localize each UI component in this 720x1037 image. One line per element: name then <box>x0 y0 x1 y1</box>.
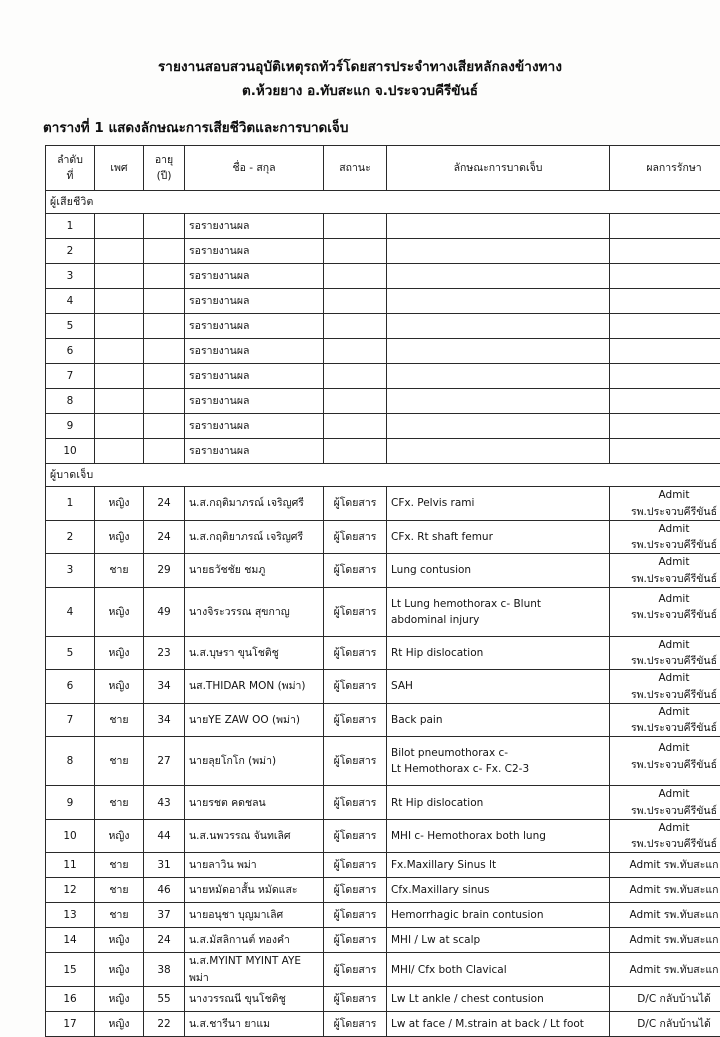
cell-status <box>324 264 387 289</box>
cell-age: 27 <box>144 737 185 786</box>
cell-age: 37 <box>144 903 185 928</box>
cell-name: นายหมัดอาสั้น หมัดแสะ <box>185 878 324 903</box>
cell-no: 17 <box>46 1012 95 1037</box>
cell-name: รอรายงานผล <box>185 364 324 389</box>
cell-name: น.ส.กฤติยาภรณ์ เจริญศรี <box>185 520 324 554</box>
cell-sex <box>95 389 144 414</box>
cell-injury: Lw Lt ankle / chest contusion <box>387 987 610 1012</box>
cell-sex: หญิง <box>95 928 144 953</box>
cell-name: น.ส.บุษรา ขุนโชติชู <box>185 636 324 670</box>
cell-age: 24 <box>144 487 185 521</box>
cell-injury <box>387 587 610 636</box>
cell-age <box>144 339 185 364</box>
cell-name: รอรายงานผล <box>185 389 324 414</box>
cell-sex: ชาย <box>95 703 144 737</box>
cell-name: นางจิระวรรณ สุขกาญ <box>185 587 324 636</box>
cell-status: ผู้โดยสาร <box>324 853 387 878</box>
section-header-label: ผู้บาดเจ็บ <box>46 464 720 487</box>
table-row <box>46 339 720 364</box>
cell-age: 22 <box>144 1012 185 1037</box>
cell-no: 2 <box>46 239 95 264</box>
cell-age <box>144 314 185 339</box>
column-header-sex: เพศ <box>95 146 144 191</box>
cell-sex <box>95 239 144 264</box>
cell-status: ผู้โดยสาร <box>324 587 387 636</box>
column-header-no-line1: ลำดับ <box>57 154 83 166</box>
cell-no: 8 <box>46 389 95 414</box>
cell-sex: หญิง <box>95 953 144 987</box>
cell-injury <box>387 389 610 414</box>
table-header <box>46 146 720 191</box>
cell-age: 55 <box>144 987 185 1012</box>
table-header-row <box>46 146 720 191</box>
cell-no: 5 <box>46 314 95 339</box>
cell-injury: MHI c- Hemothorax both lung <box>387 819 610 853</box>
cell-sex: หญิง <box>95 987 144 1012</box>
table-row <box>46 737 720 786</box>
table-row <box>46 364 720 389</box>
cell-sex <box>95 414 144 439</box>
cell-no: 7 <box>46 703 95 737</box>
table-row <box>46 903 720 928</box>
table-caption: ตารางที่ 1 แสดงลักษณะการเสียชีวิตและการบาดเจ็บ <box>0 102 720 145</box>
cell-injury-line1: Lt Lung hemothorax c- Blunt <box>391 596 605 612</box>
cell-result <box>610 239 720 264</box>
column-header-name: ชื่อ - สกุล <box>185 146 324 191</box>
cell-name: รอรายงานผล <box>185 214 324 239</box>
cell-name: นายลาวิน พม่า <box>185 853 324 878</box>
cell-age: 24 <box>144 520 185 554</box>
cell-injury: MHI / Lw at scalp <box>387 928 610 953</box>
cell-result: Admit รพ.ประจวบคีรีขันธ์ <box>610 487 720 521</box>
cell-injury: CFx. Rt shaft femur <box>387 520 610 554</box>
cell-status: ผู้โดยสาร <box>324 953 387 987</box>
cell-result: Admit รพ.ประจวบคีรีขันธ์ <box>610 703 720 737</box>
cell-result <box>610 439 720 464</box>
cell-age <box>144 414 185 439</box>
cell-name: นส.THIDAR MON (พม่า) <box>185 670 324 704</box>
cell-injury: Rt Hip dislocation <box>387 786 610 820</box>
cell-result: Admit รพ.ทับสะแก <box>610 953 720 987</box>
cell-age: 24 <box>144 928 185 953</box>
cell-result <box>610 214 720 239</box>
table-row <box>46 289 720 314</box>
cell-age: 29 <box>144 554 185 588</box>
cell-sex <box>95 439 144 464</box>
table-row <box>46 587 720 636</box>
cell-injury-lines <box>391 596 605 629</box>
cell-status: ผู้โดยสาร <box>324 878 387 903</box>
column-header-age-line1: อายุ <box>155 154 173 166</box>
cell-status: ผู้โดยสาร <box>324 987 387 1012</box>
cell-injury <box>387 339 610 364</box>
cell-injury <box>387 214 610 239</box>
cell-injury: Lung contusion <box>387 554 610 588</box>
column-header-no <box>46 146 95 191</box>
cell-sex <box>95 339 144 364</box>
cell-no: 6 <box>46 670 95 704</box>
cell-status: ผู้โดยสาร <box>324 1012 387 1037</box>
cell-result: Admit รพ.ประจวบคีรีขันธ์ <box>610 636 720 670</box>
cell-result <box>610 289 720 314</box>
table-row <box>46 703 720 737</box>
column-header-age <box>144 146 185 191</box>
cell-result: Admit รพ.ประจวบคีรีขันธ์ <box>610 737 720 786</box>
table-row <box>46 819 720 853</box>
column-header-no-line2: ที่ <box>67 170 74 182</box>
table-row <box>46 439 720 464</box>
table-row <box>46 414 720 439</box>
cell-injury: CFx. Pelvis rami <box>387 487 610 521</box>
cell-name: น.ส.MYINT MYINT AYE พม่า <box>185 953 324 987</box>
table-row <box>46 314 720 339</box>
cell-status: ผู้โดยสาร <box>324 554 387 588</box>
cell-sex <box>95 289 144 314</box>
cell-sex: ชาย <box>95 786 144 820</box>
cell-result: Admit รพ.ประจวบคีรีขันธ์ <box>610 587 720 636</box>
cell-status: ผู้โดยสาร <box>324 670 387 704</box>
cell-sex: หญิง <box>95 636 144 670</box>
section-header-row <box>46 464 720 487</box>
cell-name: รอรายงานผล <box>185 339 324 364</box>
cell-injury <box>387 264 610 289</box>
cell-injury: Lw at face / M.strain at back / Lt foot <box>387 1012 610 1037</box>
cell-name: รอรายงานผล <box>185 239 324 264</box>
column-header-result: ผลการรักษา <box>610 146 720 191</box>
cell-age <box>144 289 185 314</box>
table-row <box>46 953 720 987</box>
cell-sex: หญิง <box>95 587 144 636</box>
cell-result: D/C กลับบ้านได้ <box>610 1012 720 1037</box>
cell-name: รอรายงานผล <box>185 439 324 464</box>
cell-no: 9 <box>46 786 95 820</box>
cell-result <box>610 264 720 289</box>
cell-no: 2 <box>46 520 95 554</box>
cell-sex: ชาย <box>95 737 144 786</box>
table-row <box>46 786 720 820</box>
table-row <box>46 239 720 264</box>
cell-age <box>144 364 185 389</box>
cell-injury <box>387 289 610 314</box>
cell-no: 8 <box>46 737 95 786</box>
cell-no: 1 <box>46 214 95 239</box>
cell-status <box>324 439 387 464</box>
cell-no: 11 <box>46 853 95 878</box>
cell-status <box>324 389 387 414</box>
cell-status <box>324 239 387 264</box>
cell-status: ผู้โดยสาร <box>324 520 387 554</box>
cell-sex: หญิง <box>95 819 144 853</box>
table-row <box>46 487 720 521</box>
cell-no: 12 <box>46 878 95 903</box>
cell-result <box>610 389 720 414</box>
cell-result <box>610 339 720 364</box>
cell-result: Admit รพ.ประจวบคีรีขันธ์ <box>610 554 720 588</box>
cell-age <box>144 264 185 289</box>
cell-name: น.ส.นพวรรณ จันทเลิศ <box>185 819 324 853</box>
cell-age: 23 <box>144 636 185 670</box>
cell-age: 46 <box>144 878 185 903</box>
cell-name: รอรายงานผล <box>185 414 324 439</box>
cell-status: ผู้โดยสาร <box>324 928 387 953</box>
cell-age: 34 <box>144 703 185 737</box>
cell-sex: หญิง <box>95 487 144 521</box>
cell-no: 14 <box>46 928 95 953</box>
cell-name: รอรายงานผล <box>185 314 324 339</box>
cell-sex <box>95 314 144 339</box>
cell-injury: Back pain <box>387 703 610 737</box>
cell-injury <box>387 737 610 786</box>
cell-sex: ชาย <box>95 554 144 588</box>
cell-sex: ชาย <box>95 878 144 903</box>
cell-no: 10 <box>46 439 95 464</box>
table-row <box>46 928 720 953</box>
cell-sex: หญิง <box>95 1012 144 1037</box>
cell-no: 9 <box>46 414 95 439</box>
cell-injury <box>387 314 610 339</box>
cell-result: Admit รพ.ทับสะแก <box>610 903 720 928</box>
table-row <box>46 878 720 903</box>
cell-name: น.ส.กฤติมาภรณ์ เจริญศรี <box>185 487 324 521</box>
cell-result: D/C กลับบ้านได้ <box>610 987 720 1012</box>
section-header-row <box>46 191 720 214</box>
cell-result <box>610 364 720 389</box>
cell-injury-line2: abdominal injury <box>391 612 605 628</box>
cell-name: นายอนุชา บุญมาเลิศ <box>185 903 324 928</box>
cell-injury <box>387 364 610 389</box>
cell-result: Admit รพ.ทับสะแก <box>610 928 720 953</box>
cell-name: น.ส.ชารีนา ยาแม <box>185 1012 324 1037</box>
table-row <box>46 520 720 554</box>
cell-sex: ชาย <box>95 853 144 878</box>
cell-status: ผู้โดยสาร <box>324 737 387 786</box>
cell-status: ผู้โดยสาร <box>324 819 387 853</box>
cell-age: 44 <box>144 819 185 853</box>
cell-no: 4 <box>46 289 95 314</box>
casualty-table <box>45 145 720 1037</box>
cell-age: 38 <box>144 953 185 987</box>
table-row <box>46 670 720 704</box>
cell-age <box>144 214 185 239</box>
cell-result: Admit รพ.ประจวบคีรีขันธ์ <box>610 819 720 853</box>
cell-no: 5 <box>46 636 95 670</box>
cell-result <box>610 314 720 339</box>
cell-age: 34 <box>144 670 185 704</box>
cell-sex: หญิง <box>95 520 144 554</box>
cell-status <box>324 214 387 239</box>
cell-injury <box>387 414 610 439</box>
cell-name: นายลุยโกโก (พม่า) <box>185 737 324 786</box>
cell-age <box>144 239 185 264</box>
cell-name: นายรชต คดชลน <box>185 786 324 820</box>
cell-result: Admit รพ.ประจวบคีรีขันธ์ <box>610 520 720 554</box>
cell-name: รอรายงานผล <box>185 264 324 289</box>
cell-status <box>324 364 387 389</box>
table-body <box>46 191 720 1037</box>
cell-injury-line2: Lt Hemothorax c- Fx. C2-3 <box>391 761 605 777</box>
table-row <box>46 264 720 289</box>
cell-age: 43 <box>144 786 185 820</box>
cell-status: ผู้โดยสาร <box>324 903 387 928</box>
cell-status <box>324 289 387 314</box>
cell-no: 3 <box>46 264 95 289</box>
cell-result: Admit รพ.ประจวบคีรีขันธ์ <box>610 786 720 820</box>
cell-injury: MHI/ Cfx both Clavical <box>387 953 610 987</box>
cell-status: ผู้โดยสาร <box>324 786 387 820</box>
cell-result: Admit รพ.ทับสะแก <box>610 853 720 878</box>
cell-injury: Cfx.Maxillary sinus <box>387 878 610 903</box>
table-row <box>46 554 720 588</box>
cell-injury: SAH <box>387 670 610 704</box>
cell-no: 3 <box>46 554 95 588</box>
section-header-label: ผู้เสียชีวิต <box>46 191 720 214</box>
page-title: รายงานสอบสวนอุบัติเหตุรถทัวร์โดยสารประจำทางเสียหลักลงข้างทาง <box>0 0 720 81</box>
cell-sex <box>95 364 144 389</box>
cell-injury-lines <box>391 745 605 778</box>
cell-status <box>324 414 387 439</box>
cell-status: ผู้โดยสาร <box>324 703 387 737</box>
cell-age <box>144 389 185 414</box>
cell-result: Admit รพ.ประจวบคีรีขันธ์ <box>610 670 720 704</box>
cell-result: Admit รพ.ทับสะแก <box>610 878 720 903</box>
cell-injury: Rt Hip dislocation <box>387 636 610 670</box>
cell-injury: Fx.Maxillary Sinus lt <box>387 853 610 878</box>
cell-no: 13 <box>46 903 95 928</box>
cell-no: 10 <box>46 819 95 853</box>
cell-result <box>610 414 720 439</box>
cell-no: 6 <box>46 339 95 364</box>
cell-status: ผู้โดยสาร <box>324 487 387 521</box>
cell-name: นางวรรณนี ขุนโชติชู <box>185 987 324 1012</box>
column-header-age-line2: (ปี) <box>157 170 172 182</box>
cell-age: 49 <box>144 587 185 636</box>
cell-sex <box>95 264 144 289</box>
table-row <box>46 389 720 414</box>
cell-sex <box>95 214 144 239</box>
cell-no: 15 <box>46 953 95 987</box>
cell-injury-line1: Bilot pneumothorax c- <box>391 745 605 761</box>
cell-sex: หญิง <box>95 670 144 704</box>
cell-injury: Hemorrhagic brain contusion <box>387 903 610 928</box>
cell-injury <box>387 439 610 464</box>
column-header-injury: ลักษณะการบาดเจ็บ <box>387 146 610 191</box>
cell-name: รอรายงานผล <box>185 289 324 314</box>
page-subtitle: ต.ห้วยยาง อ.ทับสะแก จ.ประจวบคีรีขันธ์ <box>0 81 720 103</box>
column-header-status: สถานะ <box>324 146 387 191</box>
cell-status <box>324 314 387 339</box>
cell-no: 7 <box>46 364 95 389</box>
table-row <box>46 853 720 878</box>
table-row <box>46 1012 720 1037</box>
cell-name: นายYE ZAW OO (พม่า) <box>185 703 324 737</box>
cell-age: 31 <box>144 853 185 878</box>
cell-status: ผู้โดยสาร <box>324 636 387 670</box>
cell-sex: ชาย <box>95 903 144 928</box>
cell-no: 16 <box>46 987 95 1012</box>
cell-no: 4 <box>46 587 95 636</box>
cell-injury <box>387 239 610 264</box>
cell-no: 1 <box>46 487 95 521</box>
table-row <box>46 987 720 1012</box>
table-row <box>46 214 720 239</box>
table-row <box>46 636 720 670</box>
cell-name: น.ส.มัสลิกานต์ ทองคำ <box>185 928 324 953</box>
cell-name: นายธวัชชัย ชมภู <box>185 554 324 588</box>
cell-status <box>324 339 387 364</box>
cell-age <box>144 439 185 464</box>
